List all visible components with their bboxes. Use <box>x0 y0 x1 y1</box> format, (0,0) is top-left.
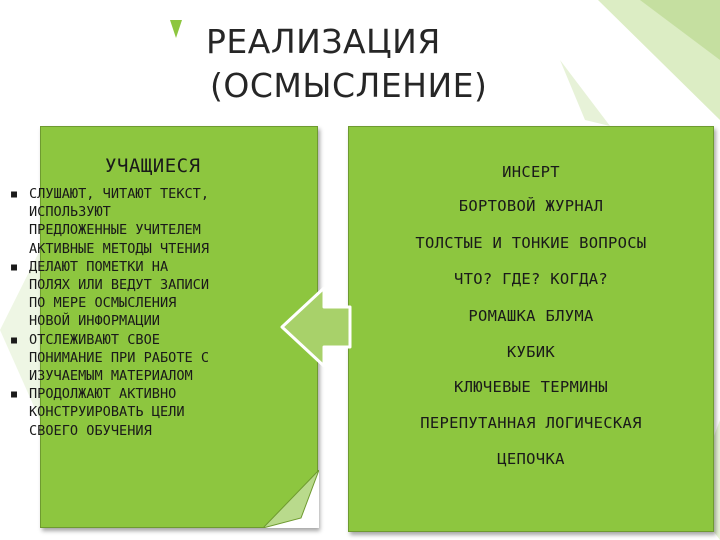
title-line-2: (ОСМЫСЛЕНИЕ) <box>210 66 488 105</box>
list-item-line: СВОЕГО ОБУЧЕНИЯ <box>29 422 152 439</box>
list-item <box>9 385 309 440</box>
method-item: ЦЕПОЧКА <box>497 450 565 468</box>
slide-title <box>206 20 506 108</box>
students-action-list <box>9 185 309 440</box>
square-bullet-icon: ■ <box>11 189 18 200</box>
list-item-line: ПРЕДЛОЖЕННЫЕ УЧИТЕЛЕМ <box>29 222 201 239</box>
list-item <box>9 185 309 258</box>
list-item-line: ПОНИМАНИЕ ПРИ РАБОТЕ С <box>29 349 210 366</box>
list-item-line: КОНСТРУИРОВАТЬ ЦЕЛИ <box>29 404 185 421</box>
list-item-line: ПРОДОЛЖАЮТ АКТИВНО <box>29 386 177 403</box>
square-bullet-icon: ■ <box>11 261 18 273</box>
list-item-line: ИЗУЧАЕМЫМ МАТЕРИАЛОМ <box>29 368 193 385</box>
list-item-line: ИСПОЛЬЗУЮТ <box>29 204 111 221</box>
students-panel <box>11 126 318 528</box>
students-heading: УЧАЩИЕСЯ <box>105 155 201 177</box>
method-item: ЧТО? ГДЕ? КОГДА? <box>453 270 609 288</box>
left-arrow-icon <box>278 282 368 372</box>
list-item <box>9 258 309 331</box>
list-item-line: СЛУШАЮТ, ЧИТАЮТ ТЕКСТ, <box>29 186 210 202</box>
list-item-line: ОТСЛЕЖИВАЮТ СВОЕ <box>29 331 160 348</box>
page-curl-corner <box>263 470 319 528</box>
method-item: ИНСЕРТ <box>502 163 560 181</box>
list-item-line: ПОЛЯХ ИЛИ ВЕДУТ ЗАПИСИ <box>29 277 210 294</box>
title-line-1: РЕАЛИЗАЦИЯ <box>206 22 441 61</box>
list-item-line: АКТИВНЫЕ МЕТОДЫ ЧТЕНИЯ <box>29 240 210 257</box>
list-item-line: НОВОЙ ИНФОРМАЦИИ <box>29 313 160 330</box>
method-item: КУБИК <box>506 343 556 361</box>
method-item: РОМАШКА БЛУМА <box>468 307 594 325</box>
list-item-line: ПО МЕРЕ ОСМЫСЛЕНИЯ <box>29 295 177 312</box>
method-item: ТОЛСТЫЕ И ТОНКИЕ ВОПРОСЫ <box>415 234 647 252</box>
method-item: ПЕРЕПУТАННАЯ ЛОГИЧЕСКАЯ <box>420 414 642 432</box>
square-bullet-icon: ■ <box>11 334 18 346</box>
list-item <box>9 331 309 386</box>
method-item: БОРТОВОЙ ЖУРНАЛ <box>458 197 604 215</box>
list-item-line: ДЕЛАЮТ ПОМЕТКИ НА <box>29 258 169 275</box>
methods-panel <box>348 126 714 532</box>
square-bullet-icon: ■ <box>11 389 18 401</box>
method-item: КЛЮЧЕВЫЕ ТЕРМИНЫ <box>453 378 609 396</box>
